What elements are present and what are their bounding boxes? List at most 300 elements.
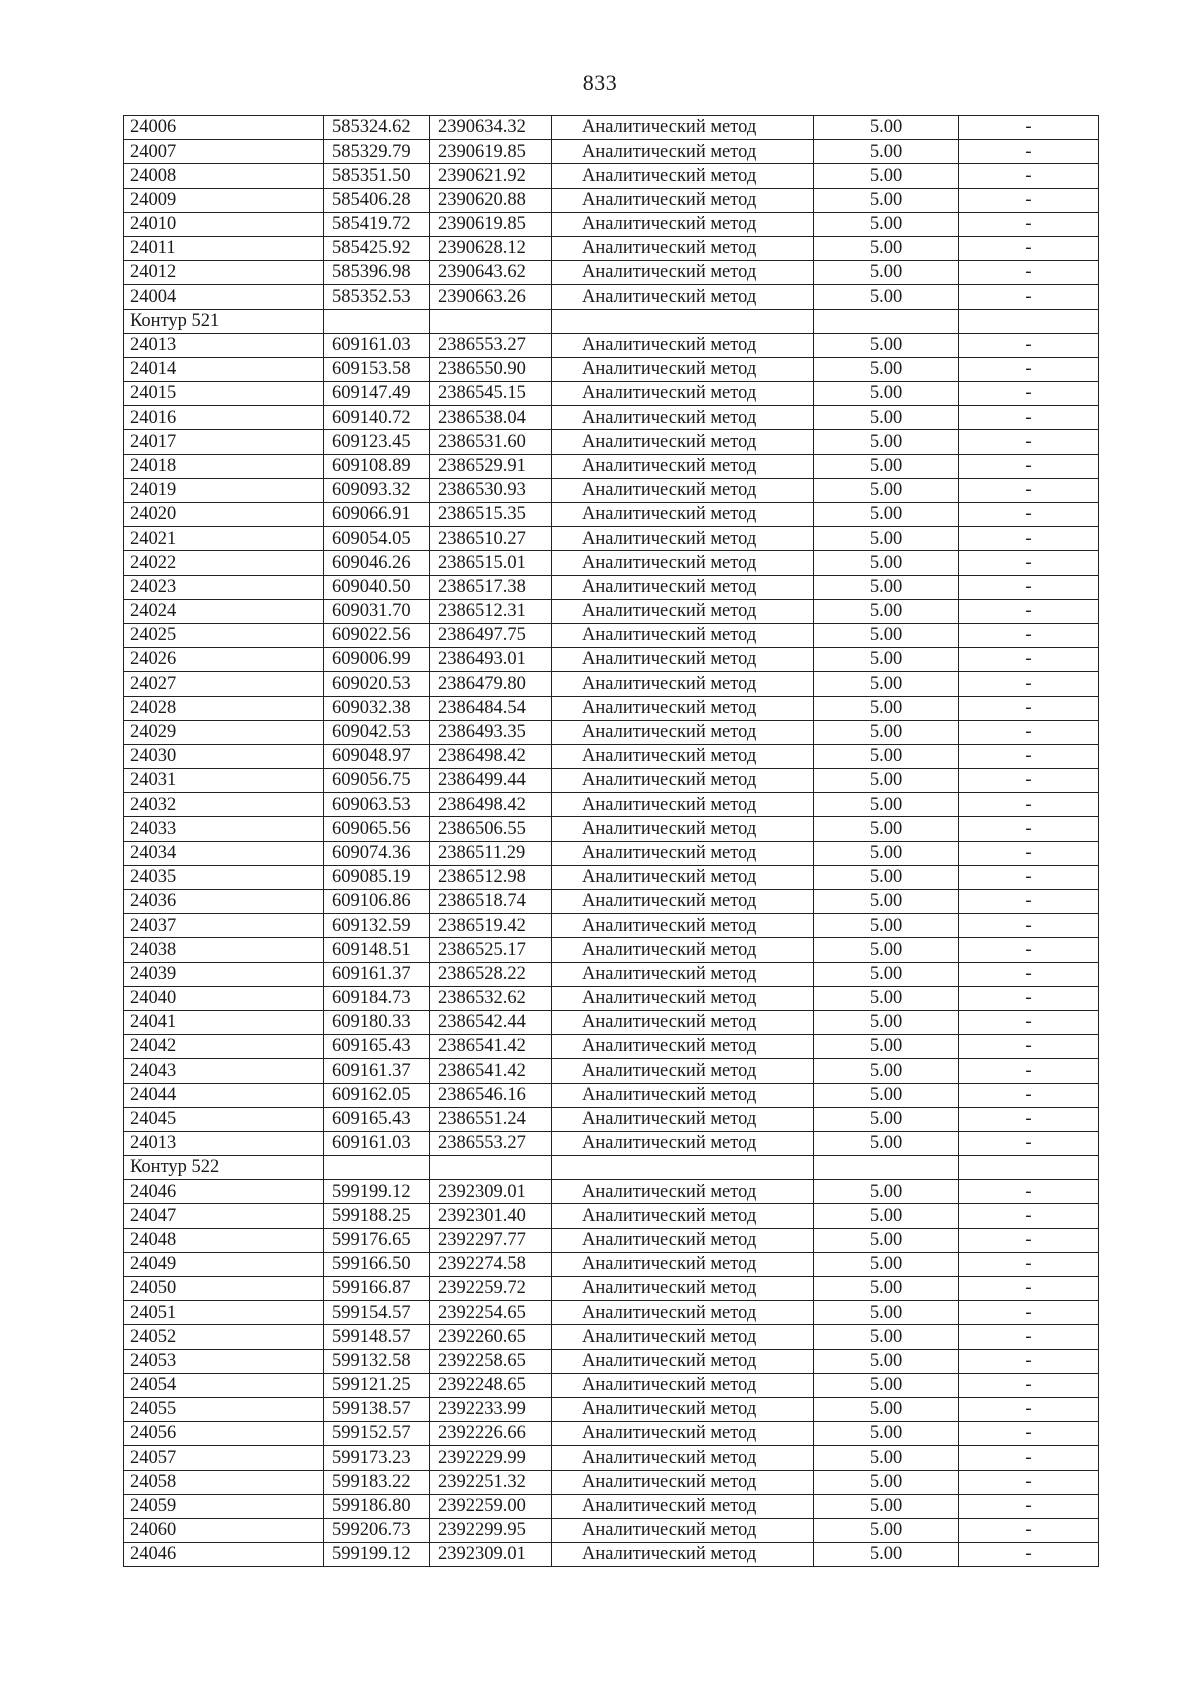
- method-cell: Аналитический метод: [552, 1107, 814, 1131]
- y-coordinate-cell: 2392297.77: [430, 1228, 552, 1252]
- table-row: [124, 1349, 1099, 1373]
- method-cell: Аналитический метод: [552, 672, 814, 696]
- note-cell: -: [959, 1107, 1099, 1131]
- method-cell: Аналитический метод: [552, 575, 814, 599]
- point-number-cell: 24047: [124, 1204, 324, 1228]
- table-row: [124, 1204, 1099, 1228]
- y-coordinate-cell: 2386532.62: [430, 986, 552, 1010]
- y-coordinate-cell: 2390663.26: [430, 285, 552, 309]
- method-cell: Аналитический метод: [552, 1083, 814, 1107]
- method-cell: Аналитический метод: [552, 1543, 814, 1567]
- method-cell: Аналитический метод: [552, 285, 814, 309]
- accuracy-cell: 5.00: [814, 720, 959, 744]
- accuracy-cell: 5.00: [814, 672, 959, 696]
- y-coordinate-cell: 2386493.35: [430, 720, 552, 744]
- note-cell: -: [959, 1470, 1099, 1494]
- empty-cell: [814, 1156, 959, 1180]
- x-coordinate-cell: 599132.58: [324, 1349, 430, 1373]
- y-coordinate-cell: 2392301.40: [430, 1204, 552, 1228]
- method-cell: Аналитический метод: [552, 261, 814, 285]
- method-cell: Аналитический метод: [552, 1518, 814, 1542]
- method-cell: Аналитический метод: [552, 430, 814, 454]
- method-cell: Аналитический метод: [552, 696, 814, 720]
- point-number-cell: 24044: [124, 1083, 324, 1107]
- accuracy-cell: 5.00: [814, 551, 959, 575]
- x-coordinate-cell: 609140.72: [324, 406, 430, 430]
- point-number-cell: 24015: [124, 382, 324, 406]
- method-cell: Аналитический метод: [552, 1228, 814, 1252]
- method-cell: Аналитический метод: [552, 817, 814, 841]
- y-coordinate-cell: 2390643.62: [430, 261, 552, 285]
- accuracy-cell: 5.00: [814, 986, 959, 1010]
- x-coordinate-cell: 609161.37: [324, 1059, 430, 1083]
- empty-cell: [324, 309, 430, 333]
- point-number-cell: 24026: [124, 648, 324, 672]
- note-cell: -: [959, 986, 1099, 1010]
- point-number-cell: 24046: [124, 1543, 324, 1567]
- point-number-cell: 24029: [124, 720, 324, 744]
- x-coordinate-cell: 599206.73: [324, 1518, 430, 1542]
- y-coordinate-cell: 2392254.65: [430, 1301, 552, 1325]
- y-coordinate-cell: 2386515.01: [430, 551, 552, 575]
- accuracy-cell: 5.00: [814, 503, 959, 527]
- accuracy-cell: 5.00: [814, 116, 959, 140]
- x-coordinate-cell: 609108.89: [324, 454, 430, 478]
- table-row: [124, 962, 1099, 986]
- point-number-cell: 24048: [124, 1228, 324, 1252]
- method-cell: Аналитический метод: [552, 865, 814, 889]
- x-coordinate-cell: 609153.58: [324, 357, 430, 381]
- method-cell: Аналитический метод: [552, 962, 814, 986]
- table-row: [124, 212, 1099, 236]
- note-cell: -: [959, 236, 1099, 260]
- note-cell: -: [959, 648, 1099, 672]
- x-coordinate-cell: 585329.79: [324, 140, 430, 164]
- accuracy-cell: 5.00: [814, 1470, 959, 1494]
- point-number-cell: 24056: [124, 1422, 324, 1446]
- point-number-cell: 24033: [124, 817, 324, 841]
- x-coordinate-cell: 609161.37: [324, 962, 430, 986]
- contour-header-row: [124, 309, 1099, 333]
- accuracy-cell: 5.00: [814, 1277, 959, 1301]
- method-cell: Аналитический метод: [552, 551, 814, 575]
- x-coordinate-cell: 609054.05: [324, 527, 430, 551]
- point-number-cell: 24007: [124, 140, 324, 164]
- accuracy-cell: 5.00: [814, 1083, 959, 1107]
- x-coordinate-cell: 609042.53: [324, 720, 430, 744]
- accuracy-cell: 5.00: [814, 817, 959, 841]
- y-coordinate-cell: 2392309.01: [430, 1180, 552, 1204]
- x-coordinate-cell: 599173.23: [324, 1446, 430, 1470]
- accuracy-cell: 5.00: [814, 1325, 959, 1349]
- point-number-cell: 24004: [124, 285, 324, 309]
- coordinates-table: [123, 115, 1099, 1567]
- point-number-cell: 24022: [124, 551, 324, 575]
- y-coordinate-cell: 2392299.95: [430, 1518, 552, 1542]
- accuracy-cell: 5.00: [814, 164, 959, 188]
- table-row: [124, 503, 1099, 527]
- method-cell: Аналитический метод: [552, 1252, 814, 1276]
- empty-cell: [430, 1156, 552, 1180]
- y-coordinate-cell: 2386506.55: [430, 817, 552, 841]
- accuracy-cell: 5.00: [814, 406, 959, 430]
- table-row: [124, 1325, 1099, 1349]
- table-row: [124, 261, 1099, 285]
- table-row: [124, 744, 1099, 768]
- x-coordinate-cell: 585406.28: [324, 188, 430, 212]
- point-number-cell: 24028: [124, 696, 324, 720]
- table-row: [124, 914, 1099, 938]
- table-row: [124, 938, 1099, 962]
- x-coordinate-cell: 609165.43: [324, 1035, 430, 1059]
- note-cell: -: [959, 454, 1099, 478]
- table-row: [124, 140, 1099, 164]
- note-cell: -: [959, 1349, 1099, 1373]
- note-cell: -: [959, 1446, 1099, 1470]
- accuracy-cell: 5.00: [814, 623, 959, 647]
- accuracy-cell: 5.00: [814, 599, 959, 623]
- accuracy-cell: 5.00: [814, 1107, 959, 1131]
- point-number-cell: 24013: [124, 333, 324, 357]
- point-number-cell: 24011: [124, 236, 324, 260]
- x-coordinate-cell: 599188.25: [324, 1204, 430, 1228]
- y-coordinate-cell: 2386541.42: [430, 1059, 552, 1083]
- x-coordinate-cell: 599183.22: [324, 1470, 430, 1494]
- y-coordinate-cell: 2386512.98: [430, 865, 552, 889]
- point-number-cell: 24046: [124, 1180, 324, 1204]
- x-coordinate-cell: 609093.32: [324, 478, 430, 502]
- method-cell: Аналитический метод: [552, 1373, 814, 1397]
- empty-cell: [552, 1156, 814, 1180]
- table-row: [124, 1180, 1099, 1204]
- y-coordinate-cell: 2392260.65: [430, 1325, 552, 1349]
- y-coordinate-cell: 2386493.01: [430, 648, 552, 672]
- table-row: [124, 696, 1099, 720]
- point-number-cell: 24034: [124, 841, 324, 865]
- note-cell: -: [959, 527, 1099, 551]
- method-cell: Аналитический метод: [552, 188, 814, 212]
- x-coordinate-cell: 609056.75: [324, 769, 430, 793]
- method-cell: Аналитический метод: [552, 648, 814, 672]
- accuracy-cell: 5.00: [814, 140, 959, 164]
- point-number-cell: 24040: [124, 986, 324, 1010]
- note-cell: -: [959, 1035, 1099, 1059]
- table-row: [124, 116, 1099, 140]
- contour-header-row: [124, 1156, 1099, 1180]
- table-row: [124, 1397, 1099, 1421]
- table-row: [124, 1035, 1099, 1059]
- accuracy-cell: 5.00: [814, 261, 959, 285]
- method-cell: Аналитический метод: [552, 1180, 814, 1204]
- x-coordinate-cell: 585324.62: [324, 116, 430, 140]
- point-number-cell: 24037: [124, 914, 324, 938]
- y-coordinate-cell: 2392226.66: [430, 1422, 552, 1446]
- note-cell: -: [959, 769, 1099, 793]
- point-number-cell: 24049: [124, 1252, 324, 1276]
- x-coordinate-cell: 599148.57: [324, 1325, 430, 1349]
- x-coordinate-cell: 609148.51: [324, 938, 430, 962]
- point-number-cell: 24036: [124, 890, 324, 914]
- x-coordinate-cell: 599199.12: [324, 1180, 430, 1204]
- table-row: [124, 188, 1099, 212]
- accuracy-cell: 5.00: [814, 236, 959, 260]
- table-row: [124, 333, 1099, 357]
- point-number-cell: 24030: [124, 744, 324, 768]
- method-cell: Аналитический метод: [552, 1446, 814, 1470]
- point-number-cell: 24024: [124, 599, 324, 623]
- note-cell: -: [959, 164, 1099, 188]
- method-cell: Аналитический метод: [552, 1422, 814, 1446]
- accuracy-cell: 5.00: [814, 333, 959, 357]
- table-row: [124, 890, 1099, 914]
- accuracy-cell: 5.00: [814, 1180, 959, 1204]
- accuracy-cell: 5.00: [814, 890, 959, 914]
- y-coordinate-cell: 2386542.44: [430, 1010, 552, 1034]
- table-row: [124, 599, 1099, 623]
- table-row: [124, 623, 1099, 647]
- point-number-cell: 24012: [124, 261, 324, 285]
- accuracy-cell: 5.00: [814, 382, 959, 406]
- y-coordinate-cell: 2392251.32: [430, 1470, 552, 1494]
- x-coordinate-cell: 609063.53: [324, 793, 430, 817]
- accuracy-cell: 5.00: [814, 769, 959, 793]
- table-row: [124, 648, 1099, 672]
- note-cell: -: [959, 406, 1099, 430]
- method-cell: Аналитический метод: [552, 938, 814, 962]
- note-cell: -: [959, 672, 1099, 696]
- table-row: [124, 357, 1099, 381]
- table-row: [124, 1422, 1099, 1446]
- note-cell: -: [959, 744, 1099, 768]
- method-cell: Аналитический метод: [552, 914, 814, 938]
- x-coordinate-cell: 609165.43: [324, 1107, 430, 1131]
- table-row: [124, 430, 1099, 454]
- point-number-cell: 24006: [124, 116, 324, 140]
- method-cell: Аналитический метод: [552, 720, 814, 744]
- y-coordinate-cell: 2392309.01: [430, 1543, 552, 1567]
- note-cell: -: [959, 865, 1099, 889]
- method-cell: Аналитический метод: [552, 478, 814, 502]
- note-cell: -: [959, 914, 1099, 938]
- x-coordinate-cell: 609022.56: [324, 623, 430, 647]
- point-number-cell: 24050: [124, 1277, 324, 1301]
- note-cell: -: [959, 140, 1099, 164]
- coordinates-table-body: [124, 116, 1099, 1567]
- method-cell: Аналитический метод: [552, 164, 814, 188]
- y-coordinate-cell: 2392259.00: [430, 1494, 552, 1518]
- y-coordinate-cell: 2386499.44: [430, 769, 552, 793]
- y-coordinate-cell: 2386515.35: [430, 503, 552, 527]
- method-cell: Аналитический метод: [552, 333, 814, 357]
- method-cell: Аналитический метод: [552, 793, 814, 817]
- table-row: [124, 1252, 1099, 1276]
- table-row: [124, 1010, 1099, 1034]
- method-cell: Аналитический метод: [552, 454, 814, 478]
- contour-title: Контур 522: [124, 1156, 324, 1180]
- x-coordinate-cell: 599166.50: [324, 1252, 430, 1276]
- x-coordinate-cell: 609106.86: [324, 890, 430, 914]
- note-cell: -: [959, 1325, 1099, 1349]
- y-coordinate-cell: 2386553.27: [430, 333, 552, 357]
- x-coordinate-cell: 599152.57: [324, 1422, 430, 1446]
- y-coordinate-cell: 2386538.04: [430, 406, 552, 430]
- x-coordinate-cell: 609123.45: [324, 430, 430, 454]
- method-cell: Аналитический метод: [552, 1301, 814, 1325]
- x-coordinate-cell: 609162.05: [324, 1083, 430, 1107]
- note-cell: -: [959, 1277, 1099, 1301]
- table-row: [124, 817, 1099, 841]
- point-number-cell: 24038: [124, 938, 324, 962]
- table-row: [124, 1059, 1099, 1083]
- x-coordinate-cell: 609132.59: [324, 914, 430, 938]
- note-cell: -: [959, 696, 1099, 720]
- note-cell: -: [959, 1518, 1099, 1542]
- table-row: [124, 236, 1099, 260]
- y-coordinate-cell: 2390619.85: [430, 212, 552, 236]
- table-row: [124, 575, 1099, 599]
- accuracy-cell: 5.00: [814, 1373, 959, 1397]
- empty-cell: [959, 309, 1099, 333]
- y-coordinate-cell: 2386531.60: [430, 430, 552, 454]
- point-number-cell: 24052: [124, 1325, 324, 1349]
- table-row: [124, 1131, 1099, 1155]
- accuracy-cell: 5.00: [814, 1518, 959, 1542]
- table-row: [124, 986, 1099, 1010]
- accuracy-cell: 5.00: [814, 744, 959, 768]
- x-coordinate-cell: 609048.97: [324, 744, 430, 768]
- x-coordinate-cell: 585351.50: [324, 164, 430, 188]
- accuracy-cell: 5.00: [814, 793, 959, 817]
- table-row: [124, 1228, 1099, 1252]
- point-number-cell: 24014: [124, 357, 324, 381]
- method-cell: Аналитический метод: [552, 236, 814, 260]
- y-coordinate-cell: 2386530.93: [430, 478, 552, 502]
- note-cell: -: [959, 1059, 1099, 1083]
- note-cell: -: [959, 1373, 1099, 1397]
- y-coordinate-cell: 2386551.24: [430, 1107, 552, 1131]
- y-coordinate-cell: 2386528.22: [430, 962, 552, 986]
- table-row: [124, 720, 1099, 744]
- note-cell: -: [959, 599, 1099, 623]
- table-row: [124, 769, 1099, 793]
- y-coordinate-cell: 2386546.16: [430, 1083, 552, 1107]
- accuracy-cell: 5.00: [814, 1059, 959, 1083]
- note-cell: -: [959, 1301, 1099, 1325]
- accuracy-cell: 5.00: [814, 1301, 959, 1325]
- note-cell: -: [959, 841, 1099, 865]
- point-number-cell: 24013: [124, 1131, 324, 1155]
- empty-cell: [552, 309, 814, 333]
- table-row: [124, 406, 1099, 430]
- point-number-cell: 24017: [124, 430, 324, 454]
- x-coordinate-cell: 609065.56: [324, 817, 430, 841]
- method-cell: Аналитический метод: [552, 744, 814, 768]
- note-cell: -: [959, 623, 1099, 647]
- y-coordinate-cell: 2392233.99: [430, 1397, 552, 1421]
- empty-cell: [324, 1156, 430, 1180]
- y-coordinate-cell: 2386519.42: [430, 914, 552, 938]
- table-row: [124, 672, 1099, 696]
- method-cell: Аналитический метод: [552, 116, 814, 140]
- point-number-cell: 24060: [124, 1518, 324, 1542]
- point-number-cell: 24058: [124, 1470, 324, 1494]
- note-cell: -: [959, 962, 1099, 986]
- note-cell: -: [959, 817, 1099, 841]
- point-number-cell: 24045: [124, 1107, 324, 1131]
- accuracy-cell: 5.00: [814, 865, 959, 889]
- note-cell: -: [959, 503, 1099, 527]
- table-row: [124, 382, 1099, 406]
- point-number-cell: 24031: [124, 769, 324, 793]
- note-cell: -: [959, 285, 1099, 309]
- note-cell: -: [959, 720, 1099, 744]
- page-number: 833: [582, 70, 618, 95]
- accuracy-cell: 5.00: [814, 188, 959, 212]
- y-coordinate-cell: 2390619.85: [430, 140, 552, 164]
- note-cell: -: [959, 430, 1099, 454]
- accuracy-cell: 5.00: [814, 430, 959, 454]
- accuracy-cell: 5.00: [814, 1252, 959, 1276]
- point-number-cell: 24043: [124, 1059, 324, 1083]
- accuracy-cell: 5.00: [814, 1543, 959, 1567]
- point-number-cell: 24039: [124, 962, 324, 986]
- y-coordinate-cell: 2386545.15: [430, 382, 552, 406]
- x-coordinate-cell: 609161.03: [324, 1131, 430, 1155]
- x-coordinate-cell: 599138.57: [324, 1397, 430, 1421]
- y-coordinate-cell: 2386517.38: [430, 575, 552, 599]
- table-row: [124, 841, 1099, 865]
- note-cell: -: [959, 333, 1099, 357]
- method-cell: Аналитический метод: [552, 1349, 814, 1373]
- y-coordinate-cell: 2390621.92: [430, 164, 552, 188]
- method-cell: Аналитический метод: [552, 1277, 814, 1301]
- point-number-cell: 24054: [124, 1373, 324, 1397]
- point-number-cell: 24023: [124, 575, 324, 599]
- y-coordinate-cell: 2390620.88: [430, 188, 552, 212]
- point-number-cell: 24041: [124, 1010, 324, 1034]
- note-cell: -: [959, 1204, 1099, 1228]
- y-coordinate-cell: 2392274.58: [430, 1252, 552, 1276]
- y-coordinate-cell: 2392258.65: [430, 1349, 552, 1373]
- method-cell: Аналитический метод: [552, 1397, 814, 1421]
- accuracy-cell: 5.00: [814, 1010, 959, 1034]
- note-cell: -: [959, 1083, 1099, 1107]
- method-cell: Аналитический метод: [552, 357, 814, 381]
- note-cell: -: [959, 261, 1099, 285]
- table-row: [124, 793, 1099, 817]
- note-cell: -: [959, 1543, 1099, 1567]
- x-coordinate-cell: 609031.70: [324, 599, 430, 623]
- accuracy-cell: 5.00: [814, 1035, 959, 1059]
- table-row: [124, 454, 1099, 478]
- point-number-cell: 24019: [124, 478, 324, 502]
- x-coordinate-cell: 599166.87: [324, 1277, 430, 1301]
- table-row: [124, 1518, 1099, 1542]
- table-row: [124, 551, 1099, 575]
- y-coordinate-cell: 2386479.80: [430, 672, 552, 696]
- point-number-cell: 24035: [124, 865, 324, 889]
- point-number-cell: 24059: [124, 1494, 324, 1518]
- x-coordinate-cell: 585352.53: [324, 285, 430, 309]
- point-number-cell: 24051: [124, 1301, 324, 1325]
- point-number-cell: 24021: [124, 527, 324, 551]
- method-cell: Аналитический метод: [552, 406, 814, 430]
- table-row: [124, 478, 1099, 502]
- accuracy-cell: 5.00: [814, 527, 959, 551]
- note-cell: -: [959, 1228, 1099, 1252]
- accuracy-cell: 5.00: [814, 285, 959, 309]
- method-cell: Аналитический метод: [552, 1204, 814, 1228]
